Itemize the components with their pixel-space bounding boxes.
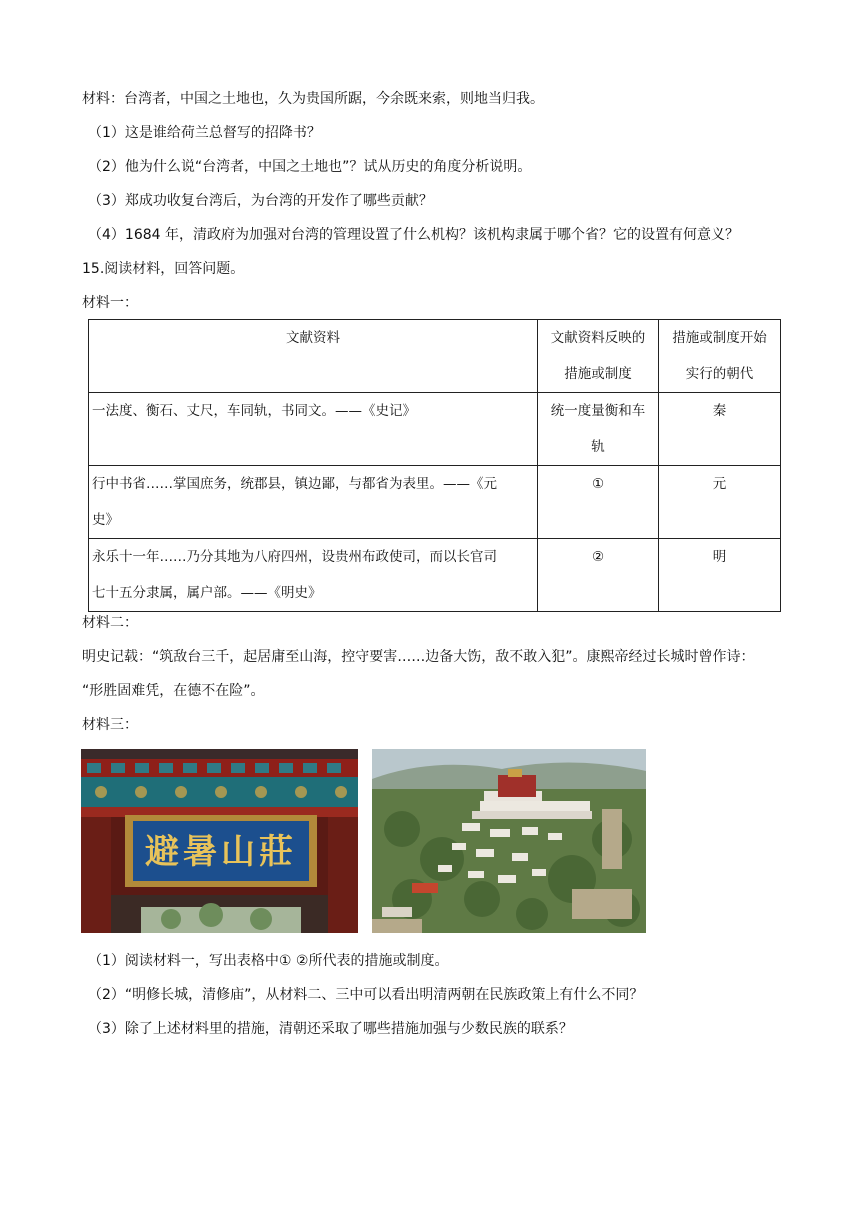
material-3-label: 材料三： — [82, 717, 138, 733]
material-text: 材料：台湾者，中国之土地也，久为贵国所踞，今余既来索，则地当归我。 — [82, 91, 544, 107]
question-4: （4）1684 年，清政府为加强对台湾的管理设置了什么机构？该机构隶属于哪个省？它的设置有何意义？ — [88, 227, 739, 243]
question-3: （3）郑成功收复台湾后，为台湾的开发作了哪些贡献？ — [88, 193, 433, 209]
header-dynasty: 措施或制度开始 实行的朝代 — [659, 320, 781, 393]
plaque-photo — [81, 749, 358, 933]
material-1-label: 材料一： — [82, 295, 138, 311]
sub-question-3: （3）除了上述材料里的措施，清朝还采取了哪些措施加强与少数民族的联系？ — [88, 1021, 573, 1037]
measure-cell: ② — [538, 539, 659, 612]
temple-photo — [372, 749, 646, 933]
document-table — [88, 319, 781, 612]
sub-question-1: （1）阅读材料一，写出表格中① ②所代表的措施或制度。 — [88, 953, 449, 969]
sub-question-2: （2）“明修长城，清修庙”，从材料二、三中可以看出明清两朝在民族政策上有什么不同？ — [88, 987, 644, 1003]
measure-cell: 统一度量衡和车 轨 — [538, 393, 659, 466]
dynasty-cell: 明 — [659, 539, 781, 612]
material-2-label: 材料二： — [82, 615, 138, 631]
material-2-text-line1: 明史记载：“筑敌台三千，起居庸至山海，控守要害……边备大饬，敌不敢入犯”。康熙帝经过长城时曾作诗： — [82, 649, 755, 665]
material-2-text-line2: “形胜固难凭，在德不在险”。 — [82, 683, 265, 699]
table-header-row — [89, 320, 781, 393]
question-2: （2）他为什么说“台湾者，中国之土地也”？试从历史的角度分析说明。 — [88, 159, 532, 175]
question-1: （1）这是谁给荷兰总督写的招降书？ — [88, 125, 321, 141]
doc-cell: 一法度、衡石、丈尺，车同轨，书同文。——《史记》 — [89, 393, 538, 466]
measure-cell: ① — [538, 466, 659, 539]
header-documents: 文献资料 — [89, 320, 538, 393]
doc-cell: 永乐十一年……乃分其地为八府四州，设贵州布政使司，而以长官司 七十五分隶属，属户部。——《明史》 — [89, 539, 538, 612]
table-row — [89, 393, 781, 466]
doc-cell: 行中书省……掌国庶务，统郡县，镇边鄙，与都省为表里。——《元 史》 — [89, 466, 538, 539]
table-row — [89, 466, 781, 539]
question-15-title: 15.阅读材料，回答问题。 — [82, 261, 245, 277]
table-row — [89, 539, 781, 612]
plaque-text: 避暑山莊 — [145, 832, 297, 872]
dynasty-cell: 元 — [659, 466, 781, 539]
header-measure: 文献资料反映的 措施或制度 — [538, 320, 659, 393]
dynasty-cell: 秦 — [659, 393, 781, 466]
